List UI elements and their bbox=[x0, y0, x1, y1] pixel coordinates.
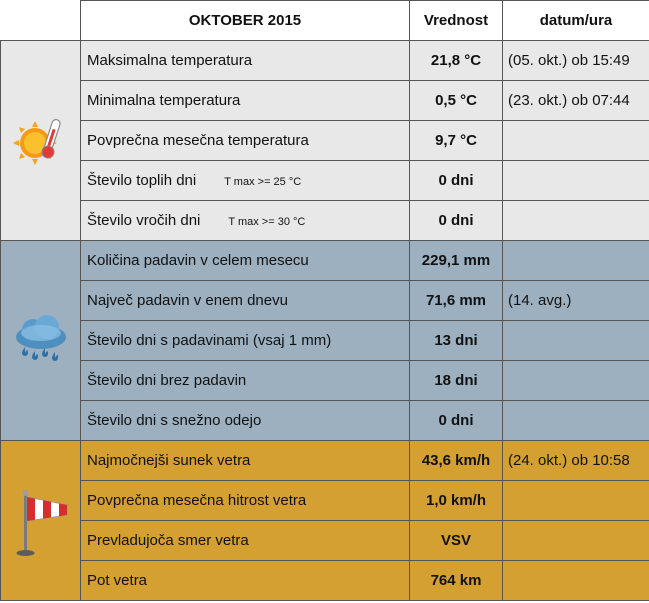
windsock-icon bbox=[9, 485, 73, 557]
row-date bbox=[503, 321, 649, 361]
row-value: 9,7 °C bbox=[410, 121, 503, 161]
row-value: 0 dni bbox=[410, 401, 503, 441]
table-row bbox=[1, 521, 649, 561]
table-row bbox=[1, 441, 649, 481]
row-label: Število vročih dni bbox=[87, 212, 201, 229]
row-value: 229,1 mm bbox=[410, 241, 503, 281]
row-date bbox=[503, 121, 649, 161]
header-row bbox=[1, 1, 649, 41]
table-row bbox=[1, 361, 649, 401]
row-value: VSV bbox=[410, 521, 503, 561]
sun-thermometer-icon bbox=[11, 111, 71, 171]
row-value: 18 dni bbox=[410, 361, 503, 401]
row-label: Minimalna temperatura bbox=[81, 81, 410, 121]
row-label: Število dni s padavinami (vsaj 1 mm) bbox=[81, 321, 410, 361]
row-date bbox=[503, 361, 649, 401]
row-date bbox=[503, 481, 649, 521]
row-value: 21,8 °C bbox=[410, 41, 503, 81]
row-label: Prevladujoča smer vetra bbox=[81, 521, 410, 561]
row-label: Število dni s snežno odejo bbox=[81, 401, 410, 441]
row-date: (14. avg.) bbox=[503, 281, 649, 321]
rain-cloud-icon bbox=[11, 313, 71, 369]
row-date bbox=[503, 241, 649, 281]
value-column-header: Vrednost bbox=[410, 1, 503, 41]
row-date: (24. okt.) ob 10:58 bbox=[503, 441, 649, 481]
table-row bbox=[1, 121, 649, 161]
row-label: Povprečna mesečna hitrost vetra bbox=[81, 481, 410, 521]
header-blank-cell bbox=[1, 1, 81, 41]
table-row bbox=[1, 161, 649, 201]
row-date bbox=[503, 201, 649, 241]
row-condition-note: T max >= 25 °C bbox=[224, 176, 302, 188]
row-label: Pot vetra bbox=[81, 561, 410, 601]
row-value: 1,0 km/h bbox=[410, 481, 503, 521]
precipitation-section-icon-cell bbox=[1, 241, 81, 441]
month-title: OKTOBER 2015 bbox=[81, 1, 410, 41]
row-label-with-note bbox=[81, 201, 410, 241]
table-row bbox=[1, 81, 649, 121]
row-value: 13 dni bbox=[410, 321, 503, 361]
row-date: (05. okt.) ob 15:49 bbox=[503, 41, 649, 81]
row-label: Število dni brez padavin bbox=[81, 361, 410, 401]
row-date bbox=[503, 561, 649, 601]
date-column-header: datum/ura bbox=[503, 1, 649, 41]
row-label: Maksimalna temperatura bbox=[81, 41, 410, 81]
row-date: (23. okt.) ob 07:44 bbox=[503, 81, 649, 121]
row-value: 0 dni bbox=[410, 161, 503, 201]
table-row bbox=[1, 201, 649, 241]
row-date bbox=[503, 521, 649, 561]
row-value: 764 km bbox=[410, 561, 503, 601]
row-label: Število toplih dni bbox=[87, 172, 197, 189]
table-row bbox=[1, 41, 649, 81]
wind-section-icon-cell bbox=[1, 441, 81, 601]
row-label: Količina padavin v celem mesecu bbox=[81, 241, 410, 281]
row-label-with-note bbox=[81, 161, 410, 201]
table-row bbox=[1, 241, 649, 281]
row-value: 43,6 km/h bbox=[410, 441, 503, 481]
row-value: 71,6 mm bbox=[410, 281, 503, 321]
row-date bbox=[503, 401, 649, 441]
row-condition-note: T max >= 30 °C bbox=[228, 216, 306, 228]
table-row bbox=[1, 401, 649, 441]
row-value: 0,5 °C bbox=[410, 81, 503, 121]
temperature-section-icon-cell bbox=[1, 41, 81, 241]
table-row bbox=[1, 321, 649, 361]
row-value: 0 dni bbox=[410, 201, 503, 241]
row-label: Povprečna mesečna temperatura bbox=[81, 121, 410, 161]
table-row bbox=[1, 481, 649, 521]
table-row bbox=[1, 281, 649, 321]
row-label: Največ padavin v enem dnevu bbox=[81, 281, 410, 321]
table-row bbox=[1, 561, 649, 601]
row-label: Najmočnejši sunek vetra bbox=[81, 441, 410, 481]
row-date bbox=[503, 161, 649, 201]
